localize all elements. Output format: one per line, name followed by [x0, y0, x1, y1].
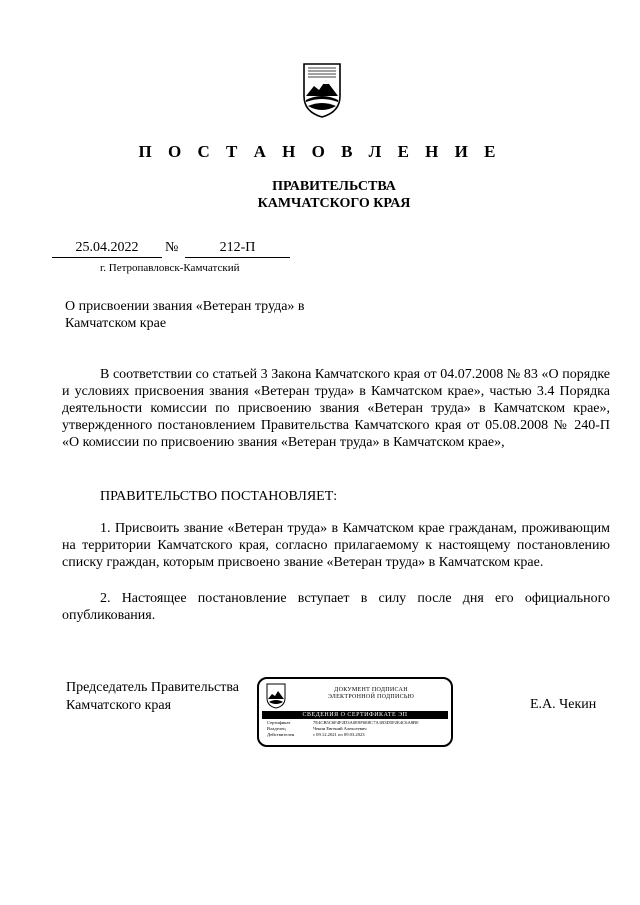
validity-value: с 09.12.2021 по 09.03.2023 — [313, 732, 365, 737]
electronic-signature-stamp — [257, 677, 453, 747]
signatory-title-line-2: Камчатского края — [66, 698, 172, 713]
stamp-emblem-icon — [265, 683, 287, 709]
signatory-title — [66, 679, 266, 715]
owner-label: Владелец — [267, 726, 286, 731]
issuer-line-1: ПРАВИТЕЛЬСТВА — [272, 179, 396, 194]
document-place: г. Петропавловск-Камчатский — [100, 262, 240, 274]
preamble-paragraph: В соответствии со статьей 3 Закона Камчатского края от 04.07.2008 № 83 «О порядке и условиях присвоения звания «Ветеран труда» в Камчатском крае», частью 3.4 Порядка деятельности комиссии по присвоению звания «Ветеран труда» в Камчатском крае», утвержденного постановлением Правительства Камчатского края от 05.08.2008 № 240-П «О комиссии по присвоению звания «Ветеран труда» в Камчатском крае», — [62, 367, 610, 450]
item-1-paragraph: 1. Присвоить звание «Ветеран труда» в Камчатском крае гражданам, проживающим на территории Камчатского края, согласно прилагаемому к настоящему постановлению списку граждан, которым присвоено звание «Ветеран труда» в Камчатском крае. — [62, 521, 610, 570]
decree-statement: ПРАВИТЕЛЬСТВО ПОСТАНОВЛЯЕТ: — [100, 489, 338, 504]
stamp-title — [291, 687, 451, 701]
stamp-title-line-2: ЭЛЕКТРОННОЙ ПОДПИСЬЮ — [327, 694, 415, 700]
document-subject: О присвоении звания «Ветеран труда» в Камчатском крае — [65, 299, 305, 331]
certificate-label: Сертификат — [267, 720, 291, 725]
owner-value: Чекин Евгений Алексеевич — [313, 726, 367, 731]
certificate-value: 7E4CB5C6F4F2D3A0E9F6E8C7A1B3D5F2E4C6A8B0 — [313, 720, 419, 725]
coat-of-arms-icon — [300, 62, 344, 118]
signatory-name: Е.А. Чекин — [530, 697, 597, 712]
stamp-certificate-header: СВЕДЕНИЯ О СЕРТИФИКАТЕ ЭП — [262, 711, 448, 719]
document-date: 25.04.2022 — [52, 240, 162, 258]
signatory-title-line-1: Председатель Правительства — [66, 680, 239, 695]
item-2-paragraph: 2. Настоящее постановление вступает в силу после дня его официального опубликования. — [62, 591, 610, 623]
stamp-validity-row — [267, 732, 449, 738]
stamp-title-line-1: ДОКУМЕНТ ПОДПИСАН — [334, 687, 408, 693]
document-number: 212-П — [185, 240, 290, 258]
issuer-title — [0, 178, 640, 212]
number-sign: № — [165, 240, 179, 255]
validity-label: Действителен — [267, 732, 295, 737]
document-type-title: П О С Т А Н О В Л Е Н И Е — [138, 142, 502, 161]
issuer-line-2: КАМЧАТСКОГО КРАЯ — [257, 196, 411, 211]
